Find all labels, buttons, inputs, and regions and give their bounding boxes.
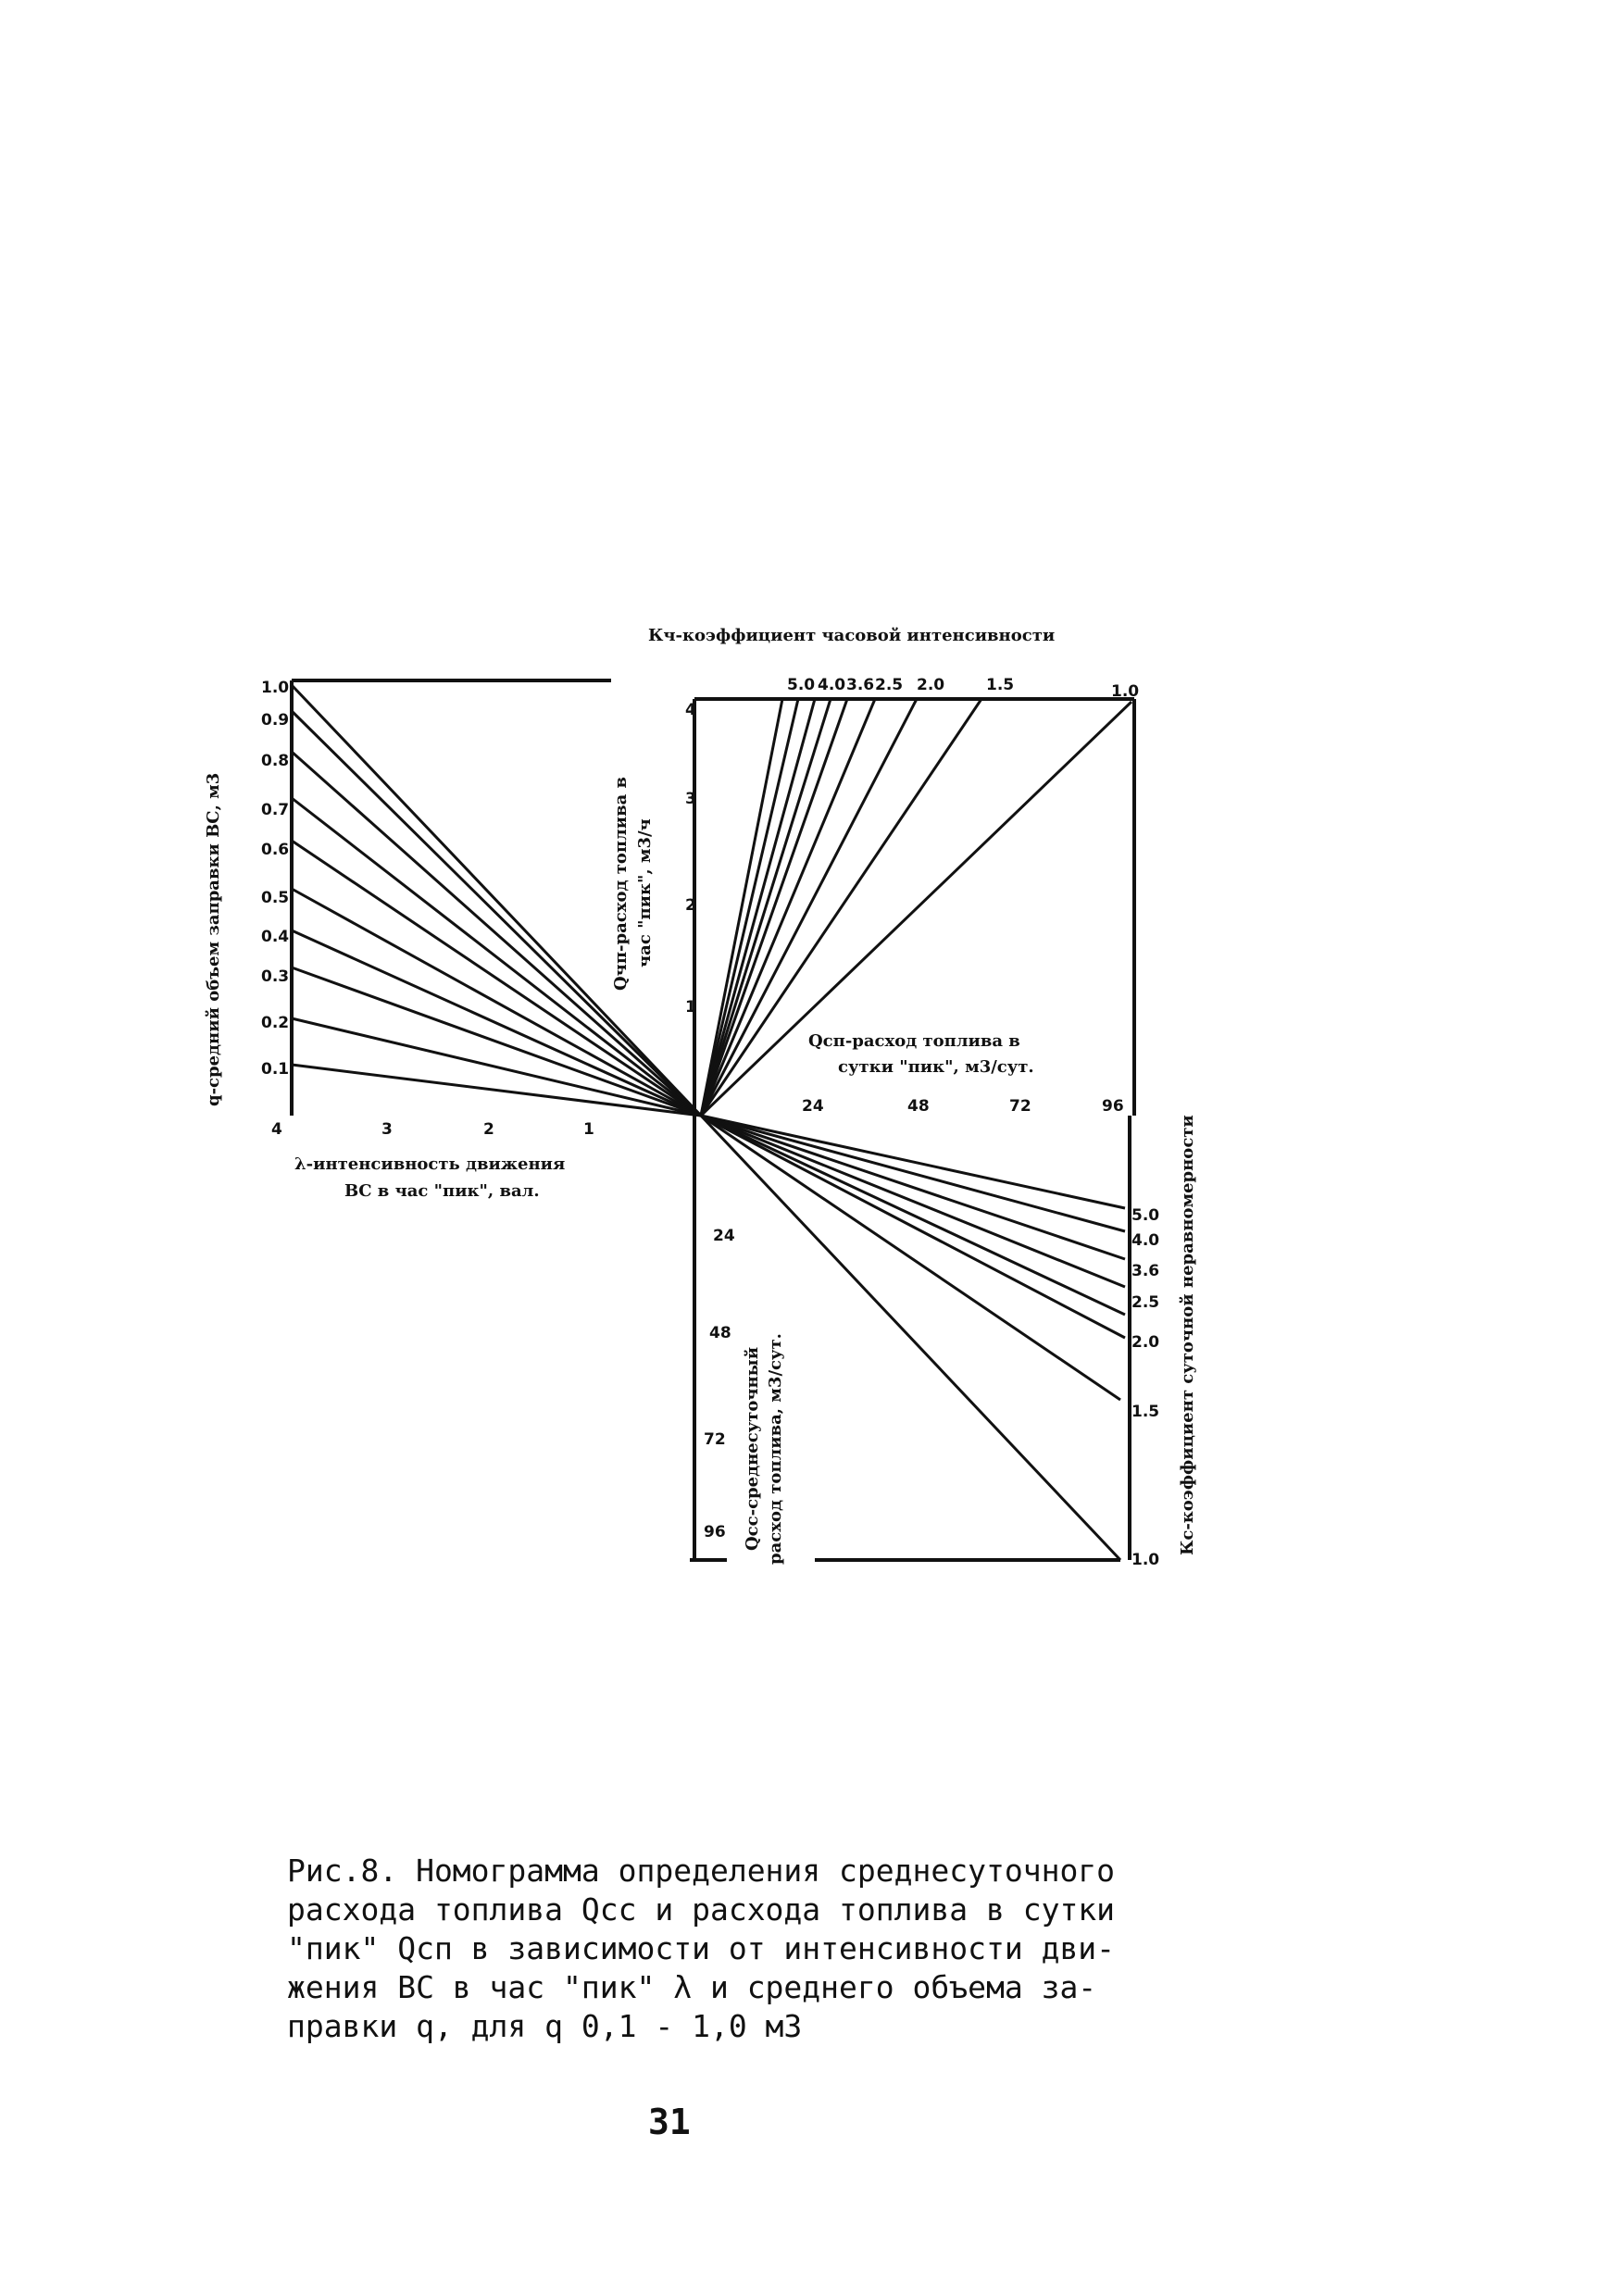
- caption-line: Рис.8. Номограмма определения среднесуточного: [287, 1853, 1116, 1889]
- top-tick: 1.0: [1111, 682, 1140, 701]
- nomogram-line: [701, 1116, 1125, 1338]
- bottom-left-axis-ticks: [271, 1120, 594, 1139]
- top-tick: 1.5: [986, 676, 1015, 694]
- lambda-tick: 4: [271, 1120, 282, 1139]
- nomogram-line: [701, 1116, 1125, 1208]
- qss-tick: 48: [709, 1324, 731, 1342]
- left-tick: 1.0: [261, 679, 290, 697]
- left-tick: 0.7: [261, 801, 290, 819]
- left-tick: 0.6: [261, 841, 290, 859]
- qss-tick: 24: [713, 1227, 735, 1245]
- qchp-tick: 3: [685, 790, 696, 808]
- left-tick: 0.9: [261, 711, 290, 730]
- nomogram-line: [701, 1116, 1125, 1287]
- caption-line: жения ВС в час "пик" λ и среднего объема за-: [287, 1969, 1097, 2005]
- page-number: 31: [648, 2102, 691, 2142]
- lambda-axis-title-line2: ВС в час "пик", вал.: [344, 1181, 540, 1201]
- qss-tick: 96: [704, 1523, 726, 1541]
- top-tick: 2.5: [875, 676, 904, 694]
- lambda-tick: 2: [483, 1120, 494, 1139]
- left-axis-title: q-средний объем заправки ВС, м3: [204, 772, 223, 1106]
- top-axis-title: Кч-коэффициент часовой интенсивности: [648, 626, 1056, 645]
- qchp-axis-title-line2: час "пик", м3/ч: [635, 818, 655, 967]
- lower-vertical-ticks: [704, 1227, 735, 1541]
- qss-tick: 72: [704, 1430, 726, 1449]
- left-tick: 0.4: [261, 928, 290, 946]
- lambda-axis-title-line1: λ-интенсивность движения: [294, 1154, 566, 1174]
- left-tick: 0.8: [261, 752, 290, 770]
- right-axis-ticks: [1131, 1206, 1159, 1569]
- top-tick: 3.6: [846, 676, 875, 694]
- qchp-tick: 1: [685, 998, 696, 1017]
- kc-tick: 1.0: [1131, 1551, 1160, 1569]
- left-tick: 0.3: [261, 967, 290, 986]
- left-tick: 0.2: [261, 1014, 290, 1032]
- nomogram-fan-lines: [292, 685, 1131, 1560]
- nomogram-line: [701, 699, 847, 1116]
- kc-tick: 1.5: [1131, 1403, 1160, 1421]
- left-axis-ticks: [261, 679, 289, 1079]
- kc-tick: 2.0: [1131, 1333, 1160, 1352]
- nomogram-line: [701, 699, 815, 1116]
- kc-axis-title: Кс-коэффициент суточной неравномерности: [1178, 1115, 1197, 1555]
- qchp-axis-title-line1: Qчп-расход топлива в: [611, 776, 631, 991]
- qsp-tick: 48: [907, 1097, 930, 1116]
- qsp-tick: 96: [1102, 1097, 1124, 1116]
- kc-tick: 3.6: [1131, 1262, 1160, 1280]
- middle-axis-ticks: [802, 1097, 1124, 1116]
- figure-caption: [287, 1852, 1213, 2046]
- caption-line: правки q, для q 0,1 - 1,0 м3: [287, 2008, 803, 2044]
- top-tick: 5.0: [787, 676, 816, 694]
- qchp-tick: 4: [685, 701, 696, 719]
- lambda-tick: 1: [583, 1120, 594, 1139]
- top-tick: 2.0: [917, 676, 945, 694]
- kc-tick: 4.0: [1131, 1231, 1160, 1250]
- qsp-axis-title-line2: сутки "пик", м3/сут.: [838, 1057, 1034, 1077]
- qchp-tick: 2: [685, 896, 696, 915]
- left-tick: 0.1: [261, 1060, 290, 1079]
- top-tick: 4.0: [818, 676, 846, 694]
- kc-tick: 2.5: [1131, 1293, 1160, 1312]
- nomogram-line: [701, 699, 875, 1116]
- qsp-tick: 72: [1009, 1097, 1031, 1116]
- qss-axis-title-line2: расход топлива, м3/сут.: [766, 1333, 785, 1565]
- nomogram-line: [701, 699, 917, 1116]
- nomogram-line: [701, 1116, 1120, 1560]
- caption-line: "пик" Qсп в зависимости от интенсивности дви-: [287, 1930, 1116, 1966]
- nomogram-line: [701, 1116, 1120, 1400]
- top-axis-ticks: [787, 676, 1139, 701]
- left-tick: 0.5: [261, 889, 290, 907]
- caption-line: расхода топлива Qсс и расхода топлива в сутки: [287, 1891, 1116, 1928]
- nomogram-line: [701, 1116, 1125, 1259]
- kc-tick: 5.0: [1131, 1206, 1160, 1225]
- nomogram-line: [701, 699, 798, 1116]
- lambda-tick: 3: [381, 1120, 393, 1139]
- nomogram-line: [292, 967, 701, 1116]
- qsp-tick: 24: [802, 1097, 824, 1116]
- nomogram-line: [292, 1065, 701, 1116]
- qss-axis-title-line1: Qсс-среднесуточный: [743, 1346, 762, 1551]
- qsp-axis-title-line1: Qсп-расход топлива в: [808, 1031, 1020, 1051]
